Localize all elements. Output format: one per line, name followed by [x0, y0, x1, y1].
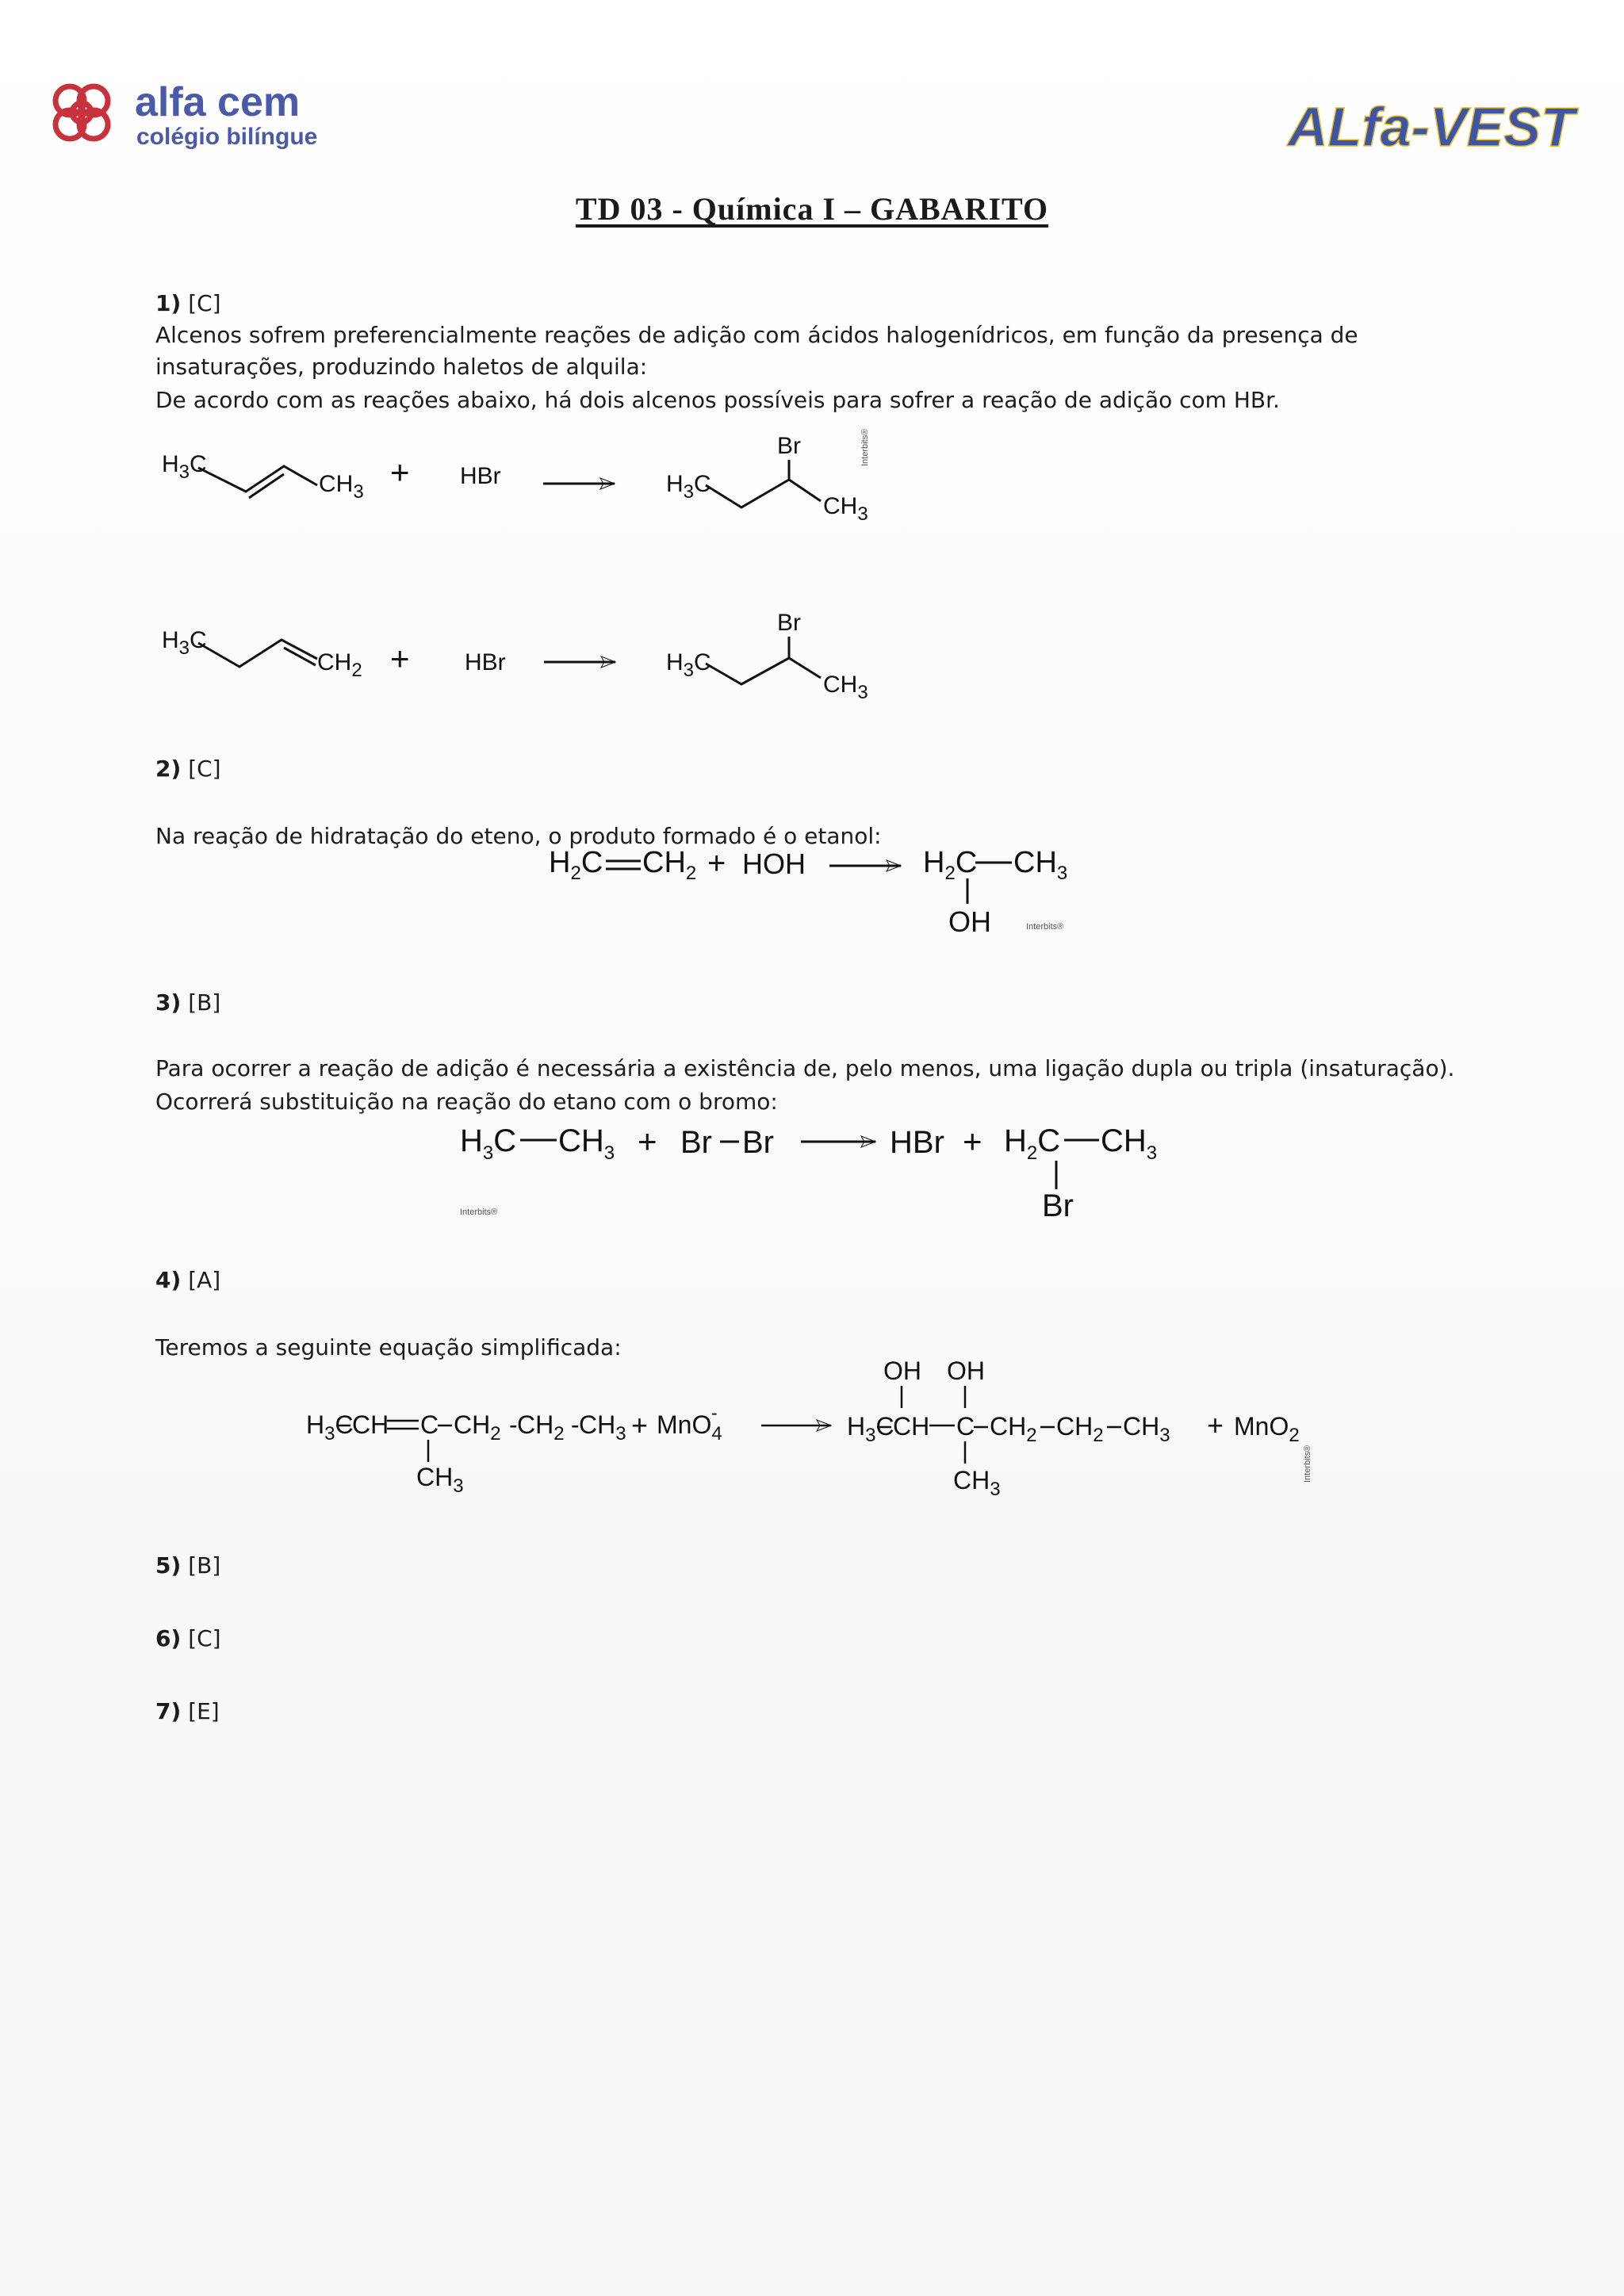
svg-text:CH3: $CH_3$: [1013, 846, 1068, 884]
formula-text: $H_3C$: [162, 451, 207, 483]
svg-text:-: -: [509, 1410, 518, 1439]
svg-text:CH: CH: [893, 1412, 930, 1441]
q1-line-3: De acordo com as reações abaixo, há dois alcenos possíveis para sofrer a reação de adição com HBr.: [155, 387, 1280, 413]
question-number: 1): [155, 290, 182, 316]
q1-line-2: insaturações, produzindo haletos de alquila:: [155, 354, 648, 380]
svg-text:CH3: $CH_3$: [823, 672, 868, 703]
question-5-header: 5) [B]: [155, 1552, 221, 1578]
svg-text:+: +: [631, 1409, 649, 1441]
svg-text:CH2: $CH_2$: [1056, 1412, 1104, 1446]
svg-text:H3C: $H_3C$: [666, 649, 711, 681]
question-6-header: 6) [C]: [155, 1625, 221, 1651]
school-logo: [46, 73, 331, 160]
svg-text:+: +: [390, 640, 410, 677]
svg-text:+: +: [707, 846, 726, 881]
svg-text:Br: Br: [777, 610, 801, 636]
logo-line1: alfa cem: [135, 79, 301, 125]
svg-text:H3C: $H_3C$: [162, 627, 207, 659]
svg-text:Br: Br: [680, 1125, 712, 1160]
svg-text:Br: Br: [742, 1125, 774, 1160]
svg-text:Interbits®: Interbits®: [1026, 922, 1064, 932]
svg-text:CH2: $CH_2$: [642, 846, 697, 884]
svg-text:CH3: $CH_3$: [823, 493, 868, 525]
page-title: TD 03 - Química I – GABARITO: [575, 191, 1049, 227]
q3-line-1: Para ocorrer a reação de adição é necessária a existência de, pelo menos, uma ligação dupla ou tripla (insaturação).: [155, 1055, 1455, 1081]
plus-sign: +: [390, 453, 410, 491]
svg-text:OH: OH: [947, 1357, 985, 1385]
svg-text:Br: Br: [1042, 1188, 1074, 1223]
q4-line-1: Teremos a seguinte equação simplificada:: [155, 1334, 622, 1360]
svg-text:CH2: $CH_2$: [317, 649, 362, 681]
interbits-watermark: Interbits®: [860, 428, 870, 466]
svg-text:MnO2: MnO$_2$: [1234, 1412, 1300, 1446]
logo-line2: colégio bilíngue: [136, 124, 318, 150]
svg-text:MnO4-: MnO$_4$-: [657, 1402, 722, 1445]
svg-text:OH: OH: [948, 905, 991, 938]
svg-text:H2C: $H_2C$: [923, 846, 978, 884]
question-answer: [C]: [188, 290, 221, 316]
svg-text:CH3: $CH_3$: [319, 471, 364, 503]
question-7-header: 7) [E]: [155, 1698, 220, 1724]
reaction-4: [301, 1356, 1332, 1514]
svg-text:C: C: [956, 1412, 975, 1441]
reaction-1a: [151, 412, 896, 539]
svg-text:CH2: $CH_2$: [454, 1410, 501, 1445]
hbr-reagent: HBr: [460, 463, 501, 489]
svg-text:H3C: $H_3C$: [666, 471, 711, 503]
svg-text:+: +: [1207, 1409, 1224, 1441]
svg-text:CH3: $CH_3$: [953, 1466, 1001, 1500]
brand-logo-text: ALfa-VEST: [1288, 96, 1575, 158]
svg-text:CH3: $CH_3$: [1123, 1412, 1170, 1446]
svg-text:Br: Br: [777, 433, 801, 459]
question-2-header: 2) [C]: [155, 756, 221, 782]
svg-text:CH2: $CH_2$: [990, 1412, 1037, 1446]
svg-text:Interbits®: Interbits®: [460, 1207, 498, 1217]
svg-text:H3C: $H_3C$: [306, 1410, 354, 1445]
reaction-3: [452, 1110, 1182, 1229]
svg-text:CH3: $CH_3$: [579, 1410, 626, 1445]
svg-text:HBr: HBr: [890, 1125, 944, 1160]
reaction-2: [539, 840, 1094, 943]
svg-text:H2C: $H_2C$: [1004, 1123, 1061, 1164]
q3-line-2: Ocorrerá substituição na reação do etano com o bromo:: [155, 1089, 778, 1115]
question-1-header: [155, 288, 221, 320]
q2-line-1: Na reação de hidratação do eteno, o produto formado é o etanol:: [155, 823, 882, 849]
svg-text:Interbits®: Interbits®: [1303, 1445, 1312, 1483]
reaction-1b: [151, 591, 896, 710]
svg-text:H3C: $H_3C$: [460, 1123, 517, 1164]
svg-text:H2C: $H_2C$: [549, 846, 603, 884]
svg-text:C: C: [420, 1410, 439, 1439]
q1-line-1: Alcenos sofrem preferencialmente reações de adição com ácidos halogenídricos, em função da presença de: [155, 322, 1358, 348]
svg-text:CH3: $CH_3$: [1101, 1123, 1158, 1164]
svg-text:CH: CH: [352, 1410, 389, 1439]
svg-text:HBr: HBr: [465, 649, 506, 675]
knot-logo-icon: [46, 73, 331, 160]
alfa-vest-logo: [1285, 87, 1594, 166]
svg-text:CH2: $CH_2$: [517, 1410, 565, 1445]
question-4-header: 4) [A]: [155, 1267, 221, 1293]
svg-text:HOH: HOH: [742, 848, 806, 880]
svg-text:CH3: $CH_3$: [558, 1123, 615, 1164]
svg-text:+: +: [963, 1123, 982, 1160]
svg-text:CH3: $CH_3$: [416, 1463, 464, 1497]
svg-text:OH: OH: [883, 1357, 921, 1385]
svg-text:H3C: $H_3C$: [847, 1412, 894, 1446]
svg-text:+: +: [638, 1123, 657, 1160]
svg-text:-: -: [571, 1410, 580, 1439]
question-3-header: 3) [B]: [155, 989, 221, 1016]
